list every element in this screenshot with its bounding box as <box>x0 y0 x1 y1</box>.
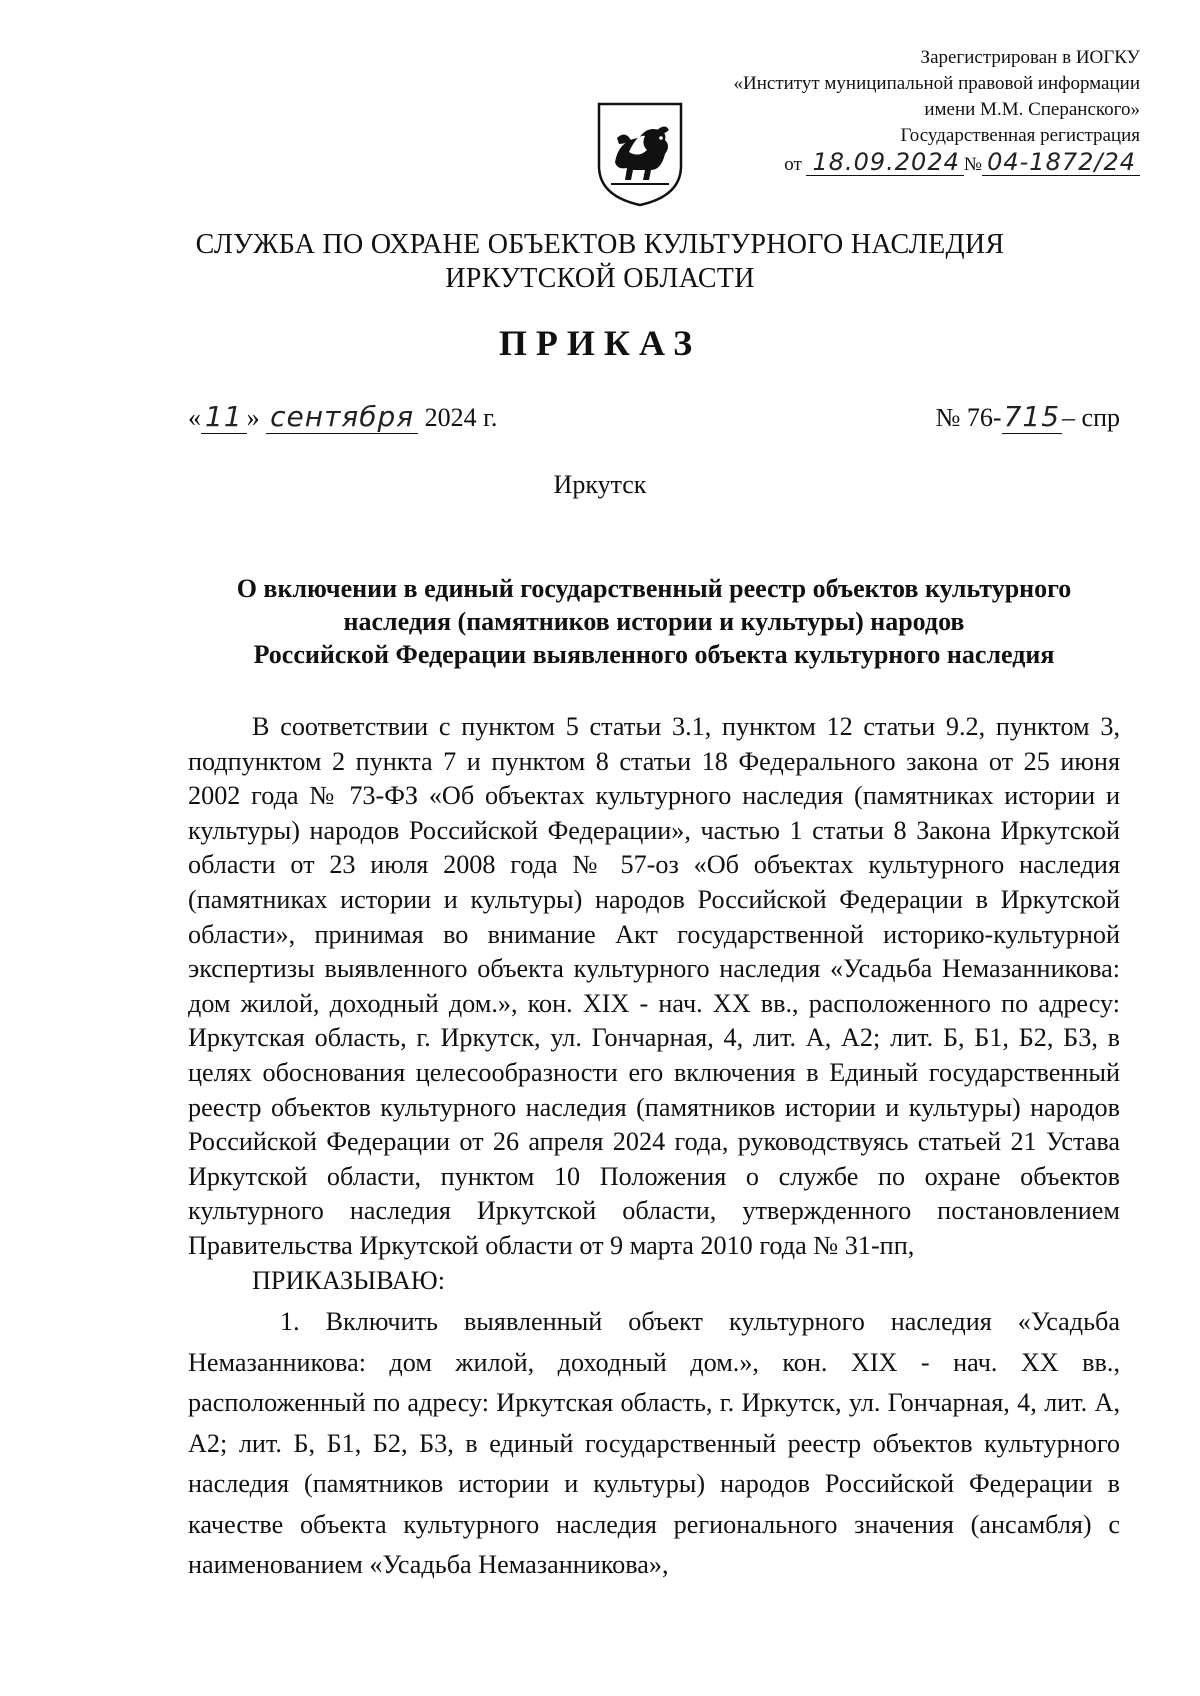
order-number-hand: 715 <box>1003 400 1061 433</box>
registration-line-1: Зарегистрирован в ИОГКУ <box>920 47 1140 68</box>
organization-name <box>0 228 1200 296</box>
registration-stamp <box>734 45 1141 178</box>
registration-line-2: «Институт муниципальной правовой информации <box>733 73 1140 94</box>
order-year: 2024 г. <box>424 403 498 432</box>
order-day: 11 <box>201 400 247 434</box>
order-city: Иркутск <box>553 470 647 499</box>
order-date <box>188 400 497 434</box>
subject-line-1: О включении в единый государственный реестр объектов культурного <box>236 574 1072 603</box>
subject-line-2: наследия (памятников истории и культуры) народов <box>343 607 965 636</box>
order-month: сентября <box>266 400 418 434</box>
order-item-1: 1. Включить выявленный объект культурного наследия «Усадьба Немазанникова: дом жилой, доходный дом.», кон. XIX - нач. XX вв., расположенный по адресу: Иркутская область, г. Иркутск, ул. Гончарная, 4, лит. А, А2; лит. Б, Б1, Б2, Б3, в единый государственный реестр объектов культурного наследия (памятников истории и культуры) народов Российской Федерации в качестве объекта культурного наследия регионального значения (ансамбля) с наименованием «Усадьба Немазанникова», <box>188 1307 1120 1580</box>
registration-date-row <box>734 149 1141 178</box>
order-number-prefix: № 76- <box>935 403 1002 432</box>
irkutsk-coat-of-arms-icon <box>595 100 685 208</box>
order-body <box>188 710 1120 1586</box>
date-quote-close: » <box>246 403 260 432</box>
order-word: ПРИКАЗЫВАЮ: <box>252 1265 445 1295</box>
preamble-paragraph: В соответствии с пунктом 5 статьи 3.1, пунктом 12 статьи 9.2, пунктом 3, подпунктом 2 пункта 7 и пунктом 8 статьи 18 Федерального закона от 25 июня 2002 года № 73-ФЗ «Об объектах культурного наследия (памятниках истории и культуры) народов Российской Федерации», частью 1 статьи 8 Закона Иркутской области от 23 июля 2008 года № 57-оз «Об объектах культурного наследия (памятниках истории и культуры) народов Российской Федерации в Иркутской области», принимая во внимание Акт государственной историко-культурной экспертизы выявленного объекта культурного наследия «Усадьба Немазанникова: дом жилой, доходный дом.», кон. XIX - нач. XX вв., расположенного по адресу: Иркутская область, г. Иркутск, ул. Гончарная, 4, лит. А, А2; лит. Б, Б1, Б2, Б3, в целях обоснования целесообразности его включения в Единый государственный реестр объектов культурного наследия (памятников истории и культуры) народов Российской Федерации от 26 апреля 2024 года, руководствуясь статьей 21 Устава Иркутской области, пунктом 10 Положения о службе по охране объектов культурного наследия Иркутской области, утвержденного постановлением Правительства Иркутской области от 9 марта 2010 года № 31-пп, <box>188 712 1120 1260</box>
organization-line-1: СЛУЖБА ПО ОХРАНЕ ОБЪЕКТОВ КУЛЬТУРНОГО НАСЛЕДИЯ <box>195 229 1005 260</box>
order-subject <box>188 572 1120 671</box>
registration-from-label: от <box>784 154 802 175</box>
organization-line-2: ИРКУТСКОЙ ОБЛАСТИ <box>445 263 755 294</box>
registration-line-4: Государственная регистрация <box>900 125 1140 146</box>
order-number <box>936 400 1120 434</box>
registration-number: 04-1872/24 <box>982 149 1140 176</box>
order-number-suffix: – спр <box>1062 403 1120 432</box>
registration-number-label: № <box>963 154 982 175</box>
registration-line-3: имени М.М. Сперанского» <box>924 99 1140 120</box>
subject-line-3: Российской Федерации выявленного объекта культурного наследия <box>253 640 1055 669</box>
date-quote-open: « <box>188 403 201 432</box>
registration-date: 18.09.2024 <box>806 149 964 176</box>
document-type: ПРИКАЗ <box>498 323 702 363</box>
